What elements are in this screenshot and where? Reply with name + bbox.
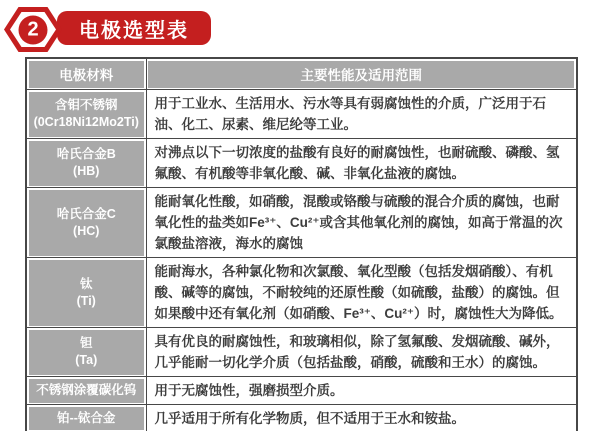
description-cell: 几乎适用于所有化学物质，但不适用于王水和铵盐。: [146, 405, 577, 431]
material-code: (HC): [73, 223, 100, 238]
material-cell: [26, 188, 146, 258]
material-code: (Ti): [76, 293, 96, 308]
electrode-table-wrap: [25, 57, 578, 431]
table-row: [26, 405, 577, 431]
material-name: 哈氏合金C: [56, 206, 116, 221]
description-cell: 具有优良的耐腐蚀性，和玻璃相似，除了氢氟酸、发烟硫酸、碱外，几乎能耐一切化学介质（包括盐酸，硝酸，硫酸和王水）的腐蚀。: [146, 328, 577, 377]
material-cell: [26, 258, 146, 328]
material-cell: [26, 405, 146, 431]
material-cell: [26, 139, 146, 188]
material-name: 铂--铱合金: [57, 411, 116, 425]
electrode-selection-table: [25, 57, 578, 431]
table-row: [26, 258, 577, 328]
material-name: 钽: [79, 336, 93, 350]
material-name: 含钼不锈钢: [54, 98, 118, 112]
col-header-material: 电极材料: [26, 58, 146, 90]
material-cell: [26, 90, 146, 139]
col-header-performance: 主要性能及适用范围: [146, 58, 577, 90]
description-cell: 能耐氧化性酸，如硝酸，混酸或铬酸与硫酸的混合介质的腐蚀，也耐氧化性的盐类如Fe³⁺、Cu²⁺或含其他氧化剂的腐蚀，如高于常温的次氯酸盐溶液，海水的腐蚀: [146, 188, 577, 258]
page-title-banner: [57, 11, 211, 45]
material-cell: [26, 377, 146, 405]
material-code: (HB): [73, 164, 100, 178]
description-cell: 用于无腐蚀性，强磨损型介质。: [146, 377, 577, 405]
table-row: [26, 188, 577, 258]
material-cell: [26, 328, 146, 377]
table-row: [26, 139, 577, 188]
badge-number: 2: [19, 15, 48, 44]
table-row: [26, 377, 577, 405]
material-name: 哈氏合金B: [56, 147, 116, 161]
description-cell: 对沸点以下一切浓度的盐酸有良好的耐腐蚀性，也耐硫酸、磷酸、氢氟酸、有机酸等非氧化酸、碱、非氧化盐液的腐蚀。: [146, 139, 577, 188]
table-row: [26, 328, 577, 377]
step-badge: [4, 7, 62, 52]
header-row: [26, 58, 577, 90]
description-cell: 能耐海水，各种氯化物和次氯酸、氧化型酸（包括发烟硝酸）、有机酸、碱等的腐蚀，不耐较纯的还原性酸（如硫酸，盐酸）的腐蚀。但如果酸中还有氧化剂（如硝酸、Fe³⁺、Cu²⁺）时，腐蚀性大为降低。: [146, 258, 577, 328]
description-cell: 用于工业水、生活用水、污水等具有弱腐蚀性的介质，广泛用于石油、化工、尿素、维尼纶等工业。: [146, 90, 577, 139]
material-code: (Ta): [75, 353, 98, 367]
page-title: 电极选型表: [79, 19, 189, 42]
material-name: 不锈钢涂覆碳化钨: [36, 383, 137, 397]
header: [0, 0, 600, 57]
material-code: (0Cr18Ni12Mo2Ti): [33, 115, 139, 129]
material-name: 钛: [79, 276, 93, 291]
table-body: [26, 90, 577, 431]
table-row: [26, 90, 577, 139]
